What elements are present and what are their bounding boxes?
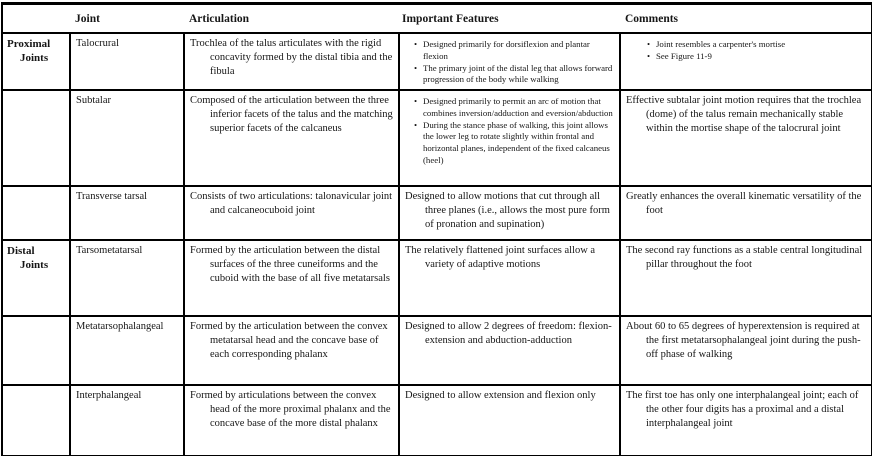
articulation-cell — [184, 240, 399, 316]
articulation-text: Composed of the articulation between the three inferior facets of the talus and the matching superior facets of the calcaneus — [190, 95, 393, 134]
articulation-text: Formed by the articulation between the convex metatarsal head and the concave base of each corresponding phalanx — [190, 321, 388, 360]
column-header-group — [2, 4, 70, 34]
group-cell — [2, 240, 70, 316]
comments-cell — [620, 240, 872, 316]
group-cell — [2, 186, 70, 240]
feature-text: During the stance phase of walking, this joint allows the lower leg to rotate slightly within frontal and horizontal planes, independent of the fixed calcaneus (heel) — [423, 119, 610, 165]
joints-table — [1, 2, 872, 456]
bullet-item — [414, 96, 615, 120]
group-label-line2: Joints — [20, 259, 49, 271]
joint-name: Talocrural — [76, 38, 119, 49]
bullet-item — [647, 51, 867, 63]
joint-name: Metatarsophalangeal — [76, 321, 164, 332]
table-row-interphalangeal — [2, 385, 872, 456]
bullet-item — [647, 39, 867, 51]
important-features-cell — [399, 385, 620, 456]
important-features-cell — [399, 90, 620, 186]
feature-text: The primary joint of the distal leg that allows forward progression of the body while walking — [423, 62, 613, 85]
comments-cell — [620, 385, 872, 456]
column-header-comments: Comments — [620, 4, 872, 34]
comment-text: Greatly enhances the overall kinematic versatility of the foot — [626, 191, 862, 216]
header-row — [2, 4, 872, 34]
important-features-cell — [399, 186, 620, 240]
group-cell — [2, 316, 70, 385]
feature-text: Designed primarily for dorsiflexion and plantar flexion — [423, 39, 590, 61]
articulation-text: Formed by the articulation between the distal surfaces of the three cuneiforms and the cuboid with the base of all five metatarsals — [190, 245, 390, 284]
joint-cell — [70, 240, 184, 316]
comments-cell — [620, 316, 872, 385]
group-cell — [2, 385, 70, 456]
joint-cell — [70, 90, 184, 186]
articulation-cell — [184, 33, 399, 90]
group-label-line2: Joints — [20, 52, 49, 64]
comments-cell — [620, 33, 872, 90]
feature-text: Designed to allow 2 degrees of freedom: flexion-extension and abduction-adduction — [405, 321, 612, 346]
comment-text: The first toe has only one interphalangeal joint; each of the other four digits has a proximal and a distal interphalangeal joint — [626, 390, 859, 429]
features-bullet-list — [400, 34, 617, 86]
table-row-tarsometatarsal — [2, 240, 872, 316]
group-label-line1: Proximal — [7, 38, 51, 50]
table-row-metatarsophalangeal — [2, 316, 872, 385]
feature-text: The relatively flattened joint surfaces allow a variety of adaptive motions — [405, 245, 596, 270]
bullet-icon: • — [647, 50, 651, 61]
comment-text: The second ray functions as a stable central longitudinal pillar throughout the foot — [626, 245, 863, 270]
joint-cell — [70, 385, 184, 456]
joint-name: Interphalangeal — [76, 390, 142, 401]
comments-cell — [620, 186, 872, 240]
group-label-line1: Distal — [7, 245, 35, 257]
comments-cell — [620, 90, 872, 186]
group-cell — [2, 90, 70, 186]
table-row-subtalar — [2, 90, 872, 186]
joint-name: Transverse tarsal — [76, 191, 148, 202]
bullet-icon: • — [414, 119, 418, 130]
feature-text: Designed to allow motions that cut through all three planes (i.e., allows the most pure form of pronation and supination) — [405, 191, 610, 230]
column-header-important-features: Important Features — [399, 4, 620, 34]
bullet-icon: • — [414, 96, 418, 106]
articulation-cell — [184, 385, 399, 456]
important-features-cell — [399, 33, 620, 90]
joint-name: Tarsometatarsal — [76, 245, 143, 256]
bullet-item — [414, 120, 615, 167]
joint-cell — [70, 316, 184, 385]
feature-text: Designed to allow extension and flexion only — [405, 390, 596, 401]
features-bullet-list — [400, 91, 617, 167]
important-features-cell — [399, 240, 620, 316]
comment-text: Joint resembles a carpenter's mortise — [656, 39, 786, 49]
articulation-text: Trochlea of the talus articulates with the rigid concavity formed by the distal tibia and the fibula — [190, 38, 393, 77]
bullet-item — [414, 39, 615, 63]
joint-cell — [70, 33, 184, 90]
table-row-talocrural — [2, 33, 872, 90]
column-header-joint: Joint — [70, 4, 184, 34]
bullet-icon: • — [647, 39, 651, 49]
articulation-cell — [184, 316, 399, 385]
important-features-cell — [399, 316, 620, 385]
articulation-text: Consists of two articulations: talonavicular joint and calcaneocuboid joint — [190, 191, 393, 216]
column-header-articulation: Articulation — [184, 4, 399, 34]
group-cell — [2, 33, 70, 90]
feature-text: Designed primarily to permit an arc of motion that combines inversion/adduction and eversion/abduction — [423, 96, 613, 118]
bullet-icon: • — [414, 39, 418, 49]
articulation-text: Formed by articulations between the convex head of the more proximal phalanx and the concave base of the more distal phalanx — [190, 390, 391, 429]
comments-bullet-list — [621, 34, 869, 63]
table-row-transverse-tarsal — [2, 186, 872, 240]
comment-text: Effective subtalar joint motion requires that the trochlea (dome) of the talus remain mechanically stable within the mortise shape of the talocrural joint — [626, 95, 862, 134]
articulation-cell — [184, 90, 399, 186]
articulation-cell — [184, 186, 399, 240]
joint-name: Subtalar — [76, 95, 111, 106]
bullet-item — [414, 63, 615, 87]
comment-text: See Figure 11-9 — [656, 50, 712, 61]
comment-text: About 60 to 65 degrees of hyperextension is required at the first metatarsophalangeal joint during the push-off phase of walking — [626, 321, 861, 360]
bullet-icon: • — [414, 62, 418, 73]
joint-cell — [70, 186, 184, 240]
